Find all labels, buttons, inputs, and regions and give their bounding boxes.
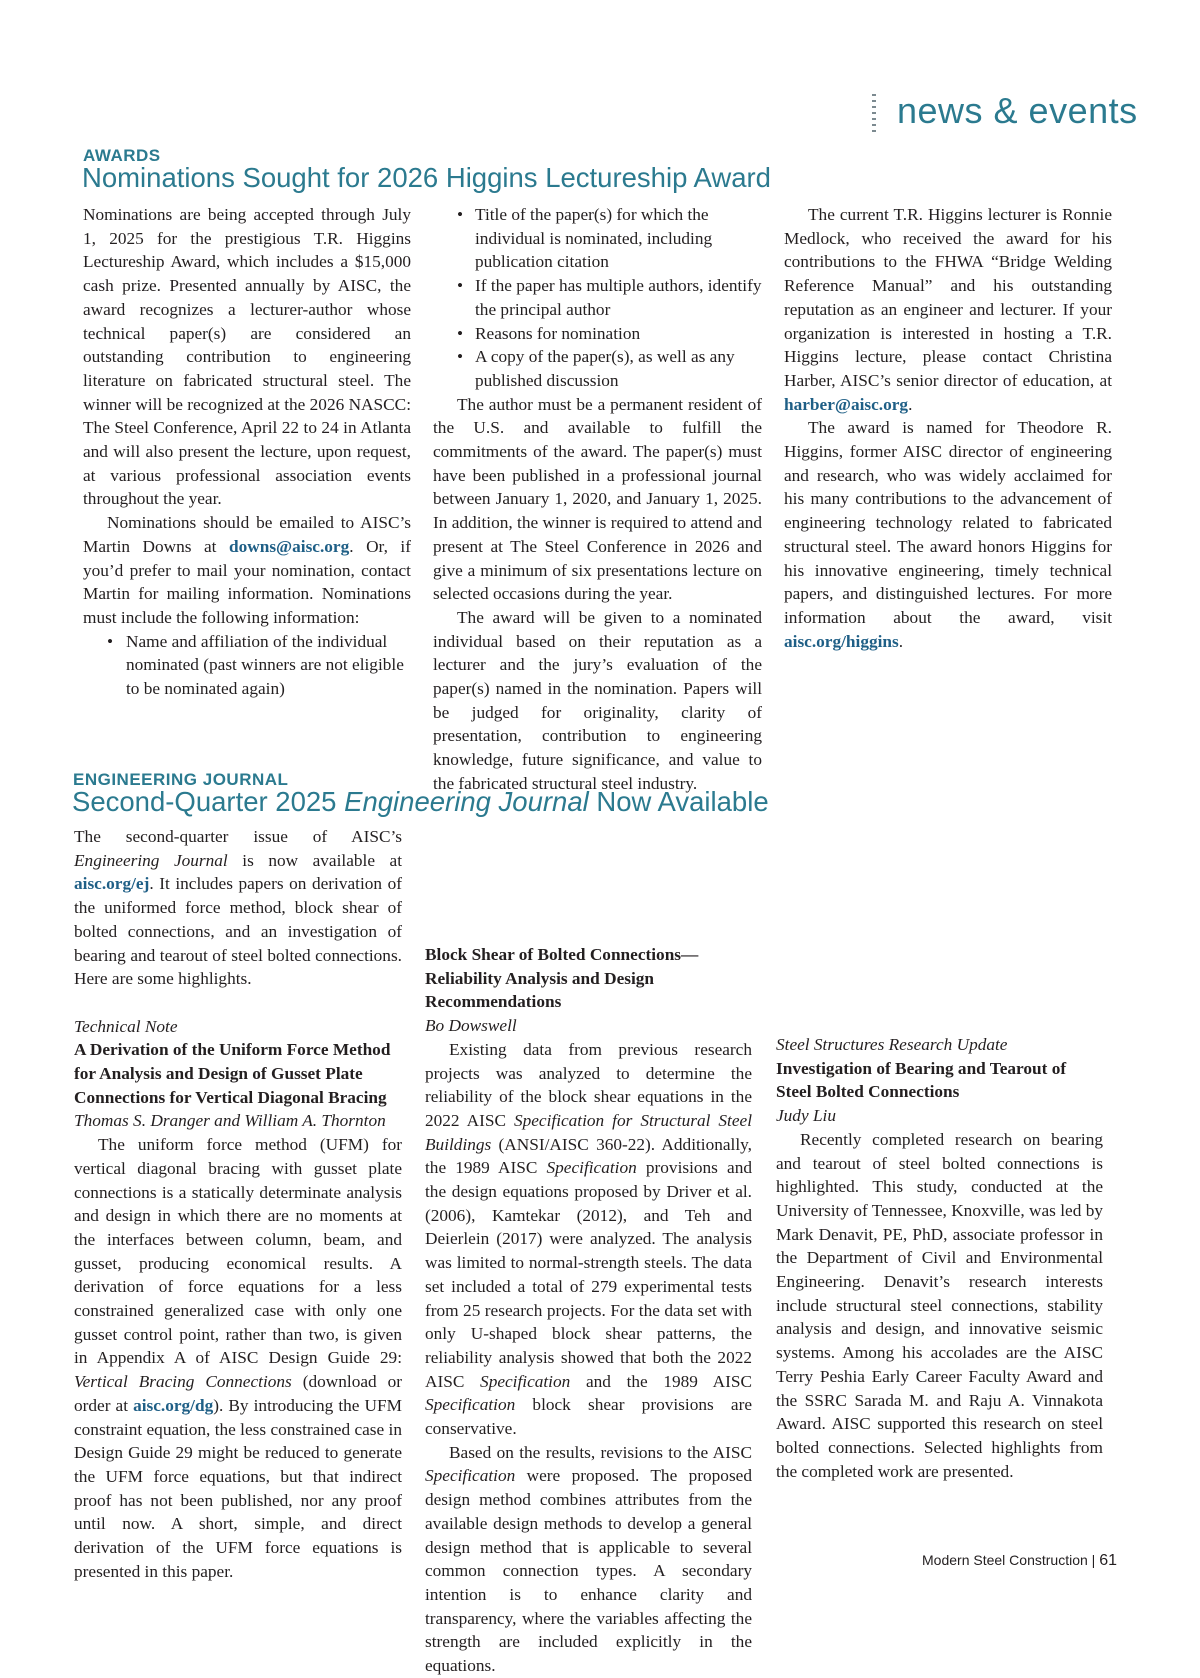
article-author: Judy Liu [776,1106,836,1126]
list-item: • Title of the paper(s) for which the individual is nominated, including publication citation [433,203,762,274]
ej-column-3 [776,1033,1103,1483]
ej-link[interactable]: aisc.org/ej [74,874,150,894]
dg-link[interactable]: aisc.org/dg [133,1395,214,1415]
awards-paragraph: Nominations are being accepted through July 1, 2025 for the prestigious T.R. Higgins Lectureship Award, which includes a $15,000 cash prize. Presented annually by AISC, the award recognizes a lecturer-author whose technical paper(s) are considered an outstanding contribution to engineering literature on fabricated structural steel. The winner will be recognized at the 2026 NASCC: The Steel Conference, April 22 to 24 in Atlanta and will also present the lecture, upon request, at various professional association events throughout the year. [83,205,411,509]
awards-paragraph: The award will be given to a nominated individual based on their reputation as a lecturer and the jury’s evaluation of the paper(s) named in the nomination. Papers will be judged for originality, clarity of presentation, contribution to engineering knowledge, future significance, and value to the fabricated structural steel industry. [433,607,762,793]
list-item: • If the paper has multiple authors, identify the principal author [433,274,762,321]
article-type: Technical Note [74,1016,178,1036]
section-title: news & events [897,90,1138,131]
email-link-downs[interactable]: downs@aisc.org [228,536,350,556]
page-footer [922,1552,1117,1570]
awards-paragraph: The award is named for Theodore R. Higgins, former AISC director of engineering and research, who was widely acclaimed for his many contributions to the advancement of engineering technology related to fabricated structural steel. The award honors Higgins for his innovative engineering, timely technical papers, and distinguished lectures. For more information about the award, visit aisc.org/higgins. [784,418,1112,651]
nomination-requirements-list-cont [433,203,762,393]
article-type: Steel Structures Research Update [776,1035,1008,1054]
ej-headline: Second-Quarter 2025 Engineering Journal Now Available [72,786,769,817]
awards-paragraph: The current T.R. Higgins lecturer is Ronnie Medlock, who received the award for his contributions to the FHWA “Bridge Welding Reference Manual” and his outstanding reputation as an engineer and lecturer. If your organization is interested in hosting a T.R. Higgins lecture, please contact Christina Harber, AISC’s senior director of education, at harber@aisc.org. [784,205,1112,414]
higgins-link[interactable]: aisc.org/higgins [784,631,899,651]
article-paragraph: The uniform force method (UFM) for vertical diagonal bracing with gusset plate connections is a statically determinate analysis and design in which there are no moments at the interfaces between column, beam, and gusset, producing economical results. A derivation of force equations for a less constrained generalized case with only one gusset control point, rather than two, is given in Appendix A of AISC Design Guide 29: Vertical Bracing Connections (download or order at aisc.org/dg). By introducing the UFM constraint equation, the less constrained case in Design Guide 29 might be reduced to generate the UFM force equations, but that indirect proof has not been published, nor any proof until now. A short, simple, and direct derivation of the UFM force equations is presented in this paper. [74,1135,403,1581]
awards-column-1 [83,203,411,701]
article-paragraph: Existing data from previous research projects was analyzed to determine the reliability of the block shear equations in the 2022 AISC Specification for Structural Steel Buildings (ANSI/AISC 360-22). Additionally, the 1989 AISC Specification provisions and the design equations proposed by Driver et al. (2006), Kamtekar (2012), and Teh and Deierlein (2017) were analyzed. The analysis was limited to normal-strength steels. The data set included a total of 279 experimental tests from 25 research projects. For the data set with only U-shaped block shear patterns, the reliability analysis showed that both the 2022 AISC Specification and the 1989 AISC Specification block shear provisions are conservative. [425,1039,752,1439]
ej-column-2 [425,825,752,1678]
publication-name: Modern Steel Construction [922,1552,1088,1568]
email-link-harber[interactable]: harber@aisc.org [784,394,909,414]
page-number: 61 [1099,1552,1117,1569]
awards-kicker: AWARDS [83,146,161,165]
article-author: Bo Dowswell [425,1016,517,1036]
list-item: • Reasons for nomination [433,322,762,346]
awards-column-2 [433,203,762,796]
footer-separator: | [1091,1552,1096,1568]
list-item: • Name and affiliation of the individual nominated (past winners are not eligible to be nominated again) [83,630,411,701]
article-authors: Thomas S. Dranger and William A. Thornton [74,1111,386,1131]
article-paragraph: Based on the results, revisions to the AISC Specification were proposed. The proposed design method combines attributes from the available design methods to develop a general design method that is applicable to several common connection types. A secondary intention is to enhance clarity and transparency, where the variables affecting the strength are included explicitly in the equations. [425,1442,752,1676]
list-item: • A copy of the paper(s), as well as any published discussion [433,345,762,392]
awards-column-3 [784,203,1112,653]
ej-intro: The second-quarter issue of AISC’s Engineering Journal is now available at aisc.org/ej. It includes papers on derivation of the uniformed force method, block shear of bolted connections, and an investigation of bearing and tearout of steel bolted connections. Here are some highlights. [74,827,402,989]
nomination-requirements-list [83,630,411,701]
ej-column-1 [74,825,402,1583]
article-title: Block Shear of Bolted Connections—Reliability Analysis and Design Recommendations [425,945,699,1012]
awards-paragraph: The author must be a permanent resident of the U.S. and available to fulfill the commitments of the award. The paper(s) must have been published in a professional journal between January 1, 2020, and January 1, 2025. In addition, the winner is required to attend and present at The Steel Conference in 2026 and give a minimum of six presentations lecture on selected occasions during the year. [433,394,762,604]
awards-paragraph: Nominations should be emailed to AISC’s Martin Downs at downs@aisc.org. Or, if you’d prefer to mail your nomination, contact Martin for mailing information. Nominations must include the following information: [83,513,411,627]
awards-headline: Nominations Sought for 2026 Higgins Lectureship Award [82,162,771,193]
article-paragraph: Recently completed research on bearing and tearout of steel bolted connections is highlighted. This study, conducted at the University of Tennessee, Knoxville, was led by Mark Denavit, PE, PhD, associate professor in the Department of Civil and Environmental Engineering. Denavit’s research interests include structural steel connections, stability analysis and design, and innovative seismic systems. Among his accolades are the AISC Terry Peshia Early Career Faculty Award and the SSRC Sarada M. and Raju A. Vinnakota Award. AISC supported this research on steel bolted connections. Selected highlights from the completed work are presented. [776,1129,1103,1481]
ej-kicker: ENGINEERING JOURNAL [73,770,289,789]
article-title: Investigation of Bearing and Tearout of Steel Bolted Connections [776,1058,1067,1102]
article-title: A Derivation of the Uniform Force Method for Analysis and Design of Gusset Plate Connections for Vertical Diagonal Bracing [74,1040,391,1107]
header-divider-dots [872,94,876,134]
